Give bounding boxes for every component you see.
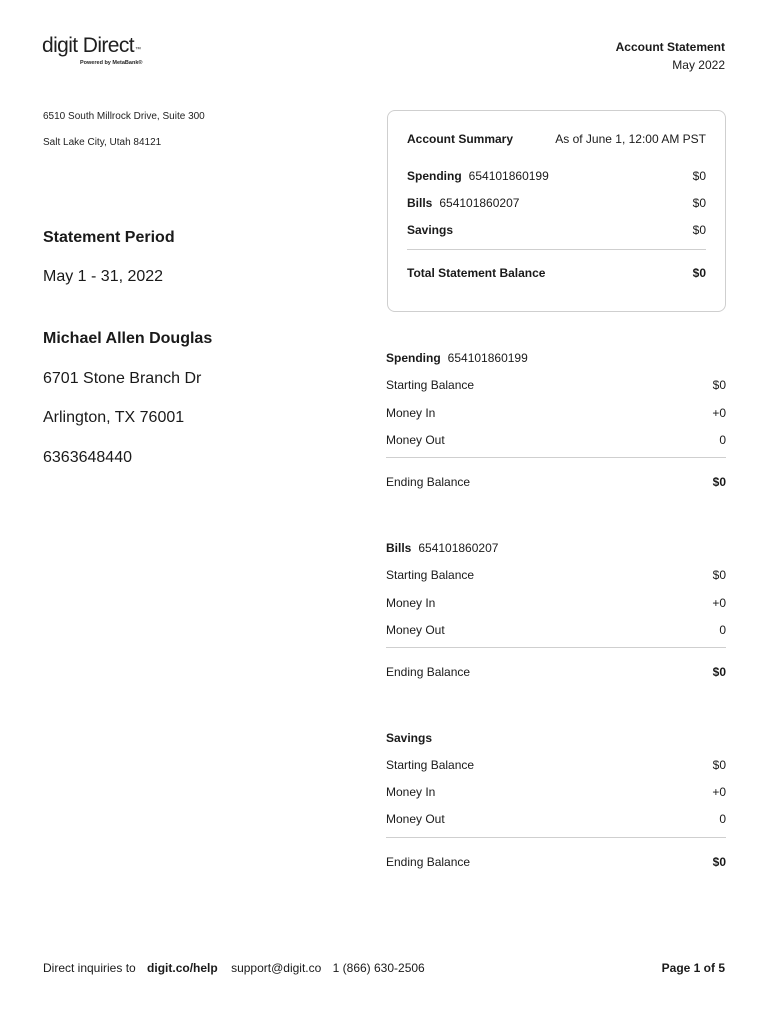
summary-title: Account Summary xyxy=(407,132,514,146)
summary-row-bills xyxy=(407,196,706,210)
money-in-label: Money In xyxy=(386,785,436,799)
summary-account-name: Savings xyxy=(407,223,454,237)
starting-balance-value: $0 xyxy=(712,758,726,772)
money-out-value: 0 xyxy=(719,812,726,826)
customer-street: 6701 Stone Branch Dr xyxy=(43,370,202,387)
customer-phone: 6363648440 xyxy=(43,449,132,466)
ending-balance-label: Ending Balance xyxy=(386,665,471,679)
summary-header xyxy=(407,132,706,146)
ending-balance-value: $0 xyxy=(712,855,726,869)
customer-city: Arlington, TX 76001 xyxy=(43,409,185,426)
money-in-value: +0 xyxy=(712,785,726,799)
account-name: Savings xyxy=(386,731,433,745)
inquiries-text: Direct inquiries to xyxy=(43,961,136,975)
starting-balance-row xyxy=(386,568,726,582)
statement-period-value: May 1 - 31, 2022 xyxy=(43,268,164,285)
money-out-row xyxy=(386,812,726,826)
money-in-row xyxy=(386,596,726,610)
money-in-row xyxy=(386,785,726,799)
summary-total-row xyxy=(407,266,706,280)
money-out-label: Money Out xyxy=(386,623,445,637)
account-number: 654101860207 xyxy=(418,541,499,555)
ending-balance-label: Ending Balance xyxy=(386,855,471,869)
summary-account-number: 654101860207 xyxy=(439,196,520,210)
summary-row-spending xyxy=(407,169,706,183)
digit-direct-logo xyxy=(42,33,172,66)
starting-balance-row xyxy=(386,758,726,772)
summary-account-number: 654101860199 xyxy=(468,169,549,183)
ending-balance-value: $0 xyxy=(712,475,726,489)
company-address-line2: Salt Lake City, Utah 84121 xyxy=(43,137,162,148)
money-in-row xyxy=(386,406,726,420)
money-out-value: 0 xyxy=(719,433,726,447)
money-out-row xyxy=(386,433,726,447)
help-link[interactable]: digit.co/help xyxy=(147,961,218,975)
account-section-heading xyxy=(386,541,498,555)
starting-balance-value: $0 xyxy=(712,568,726,582)
ending-balance-label: Ending Balance xyxy=(386,475,471,489)
ending-balance-value: $0 xyxy=(712,665,726,679)
ending-balance-row xyxy=(386,475,726,489)
company-address-line1: 6510 South Millrock Drive, Suite 300 xyxy=(43,111,205,122)
summary-account-name: Spending xyxy=(407,169,462,183)
money-out-row xyxy=(386,623,726,637)
starting-balance-label: Starting Balance xyxy=(386,378,475,392)
summary-as-of: As of June 1, 12:00 AM PST xyxy=(555,132,706,146)
money-out-label: Money Out xyxy=(386,433,445,447)
support-email-link[interactable]: support@digit.co xyxy=(231,961,322,975)
page-number: Page 1 of 5 xyxy=(661,961,725,975)
logo-trademark: ™ xyxy=(135,47,141,53)
account-section-heading xyxy=(386,731,432,745)
starting-balance-value: $0 xyxy=(712,378,726,392)
statement-period-label: Statement Period xyxy=(43,229,175,246)
ending-balance-row xyxy=(386,665,726,679)
document-header xyxy=(616,38,725,74)
starting-balance-label: Starting Balance xyxy=(386,568,475,582)
account-section-heading xyxy=(386,351,528,365)
section-divider xyxy=(386,647,726,648)
starting-balance-label: Starting Balance xyxy=(386,758,475,772)
summary-account-value: $0 xyxy=(692,223,706,237)
account-summary-box xyxy=(387,110,726,312)
summary-account-value: $0 xyxy=(692,196,706,210)
summary-divider xyxy=(407,249,706,250)
total-balance-label: Total Statement Balance xyxy=(407,266,546,280)
logo-tagline: Powered by MetaBank® xyxy=(80,60,143,66)
account-name: Bills xyxy=(386,541,412,555)
section-divider xyxy=(386,457,726,458)
section-divider xyxy=(386,837,726,838)
starting-balance-row xyxy=(386,378,726,392)
support-phone: 1 (866) 630-2506 xyxy=(332,961,425,975)
account-number: 654101860199 xyxy=(447,351,528,365)
money-in-label: Money In xyxy=(386,406,436,420)
money-in-value: +0 xyxy=(712,596,726,610)
customer-name: Michael Allen Douglas xyxy=(43,330,213,347)
summary-row-savings xyxy=(407,223,706,237)
document-title: Account Statement xyxy=(615,40,725,54)
page-footer xyxy=(43,961,725,975)
money-in-value: +0 xyxy=(712,406,726,420)
logo-wordmark: digit Direct xyxy=(42,34,134,57)
money-out-value: 0 xyxy=(719,623,726,637)
statement-month: May 2022 xyxy=(672,58,725,72)
summary-account-value: $0 xyxy=(692,169,706,183)
summary-account-name: Bills xyxy=(407,196,433,210)
total-balance-value: $0 xyxy=(692,266,706,280)
money-out-label: Money Out xyxy=(386,812,445,826)
account-name: Spending xyxy=(386,351,441,365)
money-in-label: Money In xyxy=(386,596,436,610)
ending-balance-row xyxy=(386,855,726,869)
